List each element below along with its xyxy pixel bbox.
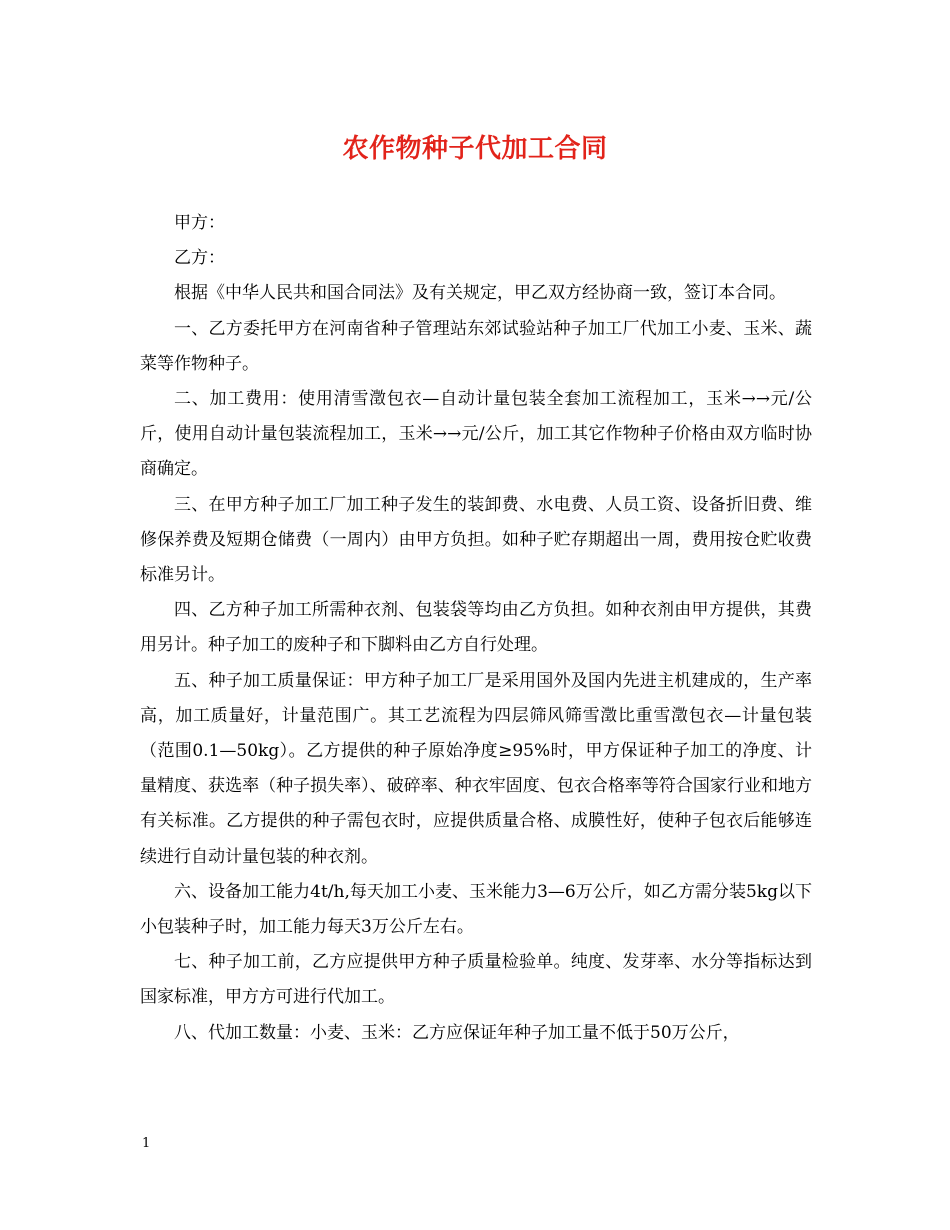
clause-4: 四、乙方种子加工所需种衣剂、包装袋等均由乙方负担。如种衣剂由甲方提供，其费用另计。种子加工的废种子和下脚料由乙方自行处理。 (140, 600, 812, 656)
clause-2: 二、加工费用：使用清雪澂包衣—自动计量包装全套加工流程加工，玉米→→元/公斤，使用自动计量包装流程加工，玉米→→元/公斤，加工其它作物种子价格由双方临时协商确定。 (140, 389, 812, 480)
clause-3: 三、在甲方种子加工厂加工种子发生的装卸费、水电费、人员工资、设备折旧费、维修保养费及短期仓储费（一周内）由甲方负担。如种子贮存期超出一周，费用按仓贮收费标准另计。 (140, 494, 812, 586)
clause-8: 八、代加工数量：小麦、玉米：乙方应保证年种子加工量不低于50万公斤， (174, 1022, 740, 1043)
document-title: 农作物种子代加工合同 (342, 134, 608, 164)
party-a-line: 甲方： (174, 213, 225, 233)
clause-1: 一、乙方委托甲方在河南省种子管理站东郊试验站种子加工厂代加工小麦、玉米、蔬菜等作物种子。 (140, 318, 812, 374)
party-b-line: 乙方： (174, 248, 225, 269)
clause-7: 七、种子加工前，乙方应提供甲方种子质量检验单。纯度、发芽率、水分等指标达到国家标准，甲方方可进行代加工。 (140, 952, 812, 1008)
document-body (140, 206, 812, 1051)
clause-6: 六、设备加工能力4t/h,每天加工小麦、玉米能力3—6万公斤，如乙方需分装5kg以下小包装种子时，加工能力每天3万公斤左右。 (140, 881, 812, 938)
clause-5: 五、种子加工质量保证：甲方种子加工厂是采用国外及国内先进主机建成的，生产率高，加工质量好，计量范围广。其工艺流程为四层筛风筛雪澂比重雪澂包衣—计量包装（范围0.1—50kg）。乙方提供的种子原始净度≥95%时，甲方保证种子加工的净度、计量精度、获选率（种子损失率）、破碎率、种衣牢固度、包衣合格率等符合国家行业和地方有关标准。乙方提供的种子需包衣时，应提供质量合格、成膜性好，使种子包衣后能够连续进行自动计量包装的种衣剂。 (140, 670, 812, 867)
page-number: 1 (142, 1136, 151, 1151)
contract-preamble: 根据《中华人民共和国合同法》及有关规定，甲乙双方经协商一致，签订本合同。 (174, 283, 786, 304)
